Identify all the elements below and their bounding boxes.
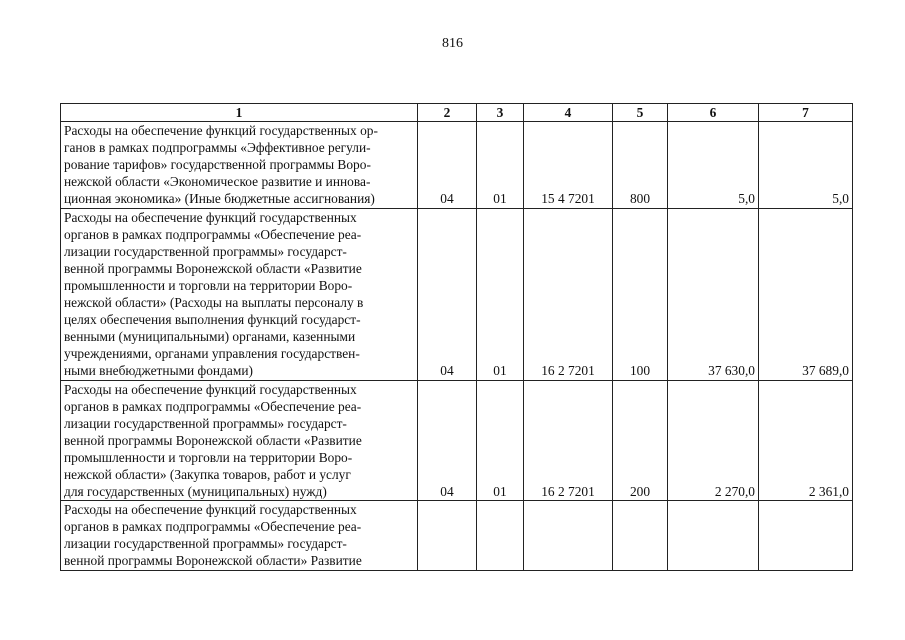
col-header-6: 6 — [668, 104, 759, 122]
col-header-4: 4 — [524, 104, 613, 122]
target-article-code: 16 2 7201 — [524, 380, 613, 501]
description-line: для государственных (муниципальных) нужд) — [64, 484, 327, 500]
expense-type-code: 200 — [613, 380, 668, 501]
row-description — [61, 380, 418, 501]
description-line: рование тарифов» государственной программы Воро- — [64, 157, 371, 173]
expense-type-code: 800 — [613, 122, 668, 208]
target-article-code: 16 2 7201 — [524, 208, 613, 380]
page-number: 816 — [442, 36, 463, 51]
subsection-code: 01 — [477, 122, 524, 208]
target-article-code: 15 4 7201 — [524, 122, 613, 208]
row-description — [61, 122, 418, 208]
description-line: ганов в рамках подпрограммы «Эффективное регули- — [64, 140, 371, 156]
table-row — [61, 501, 853, 570]
description-line: учреждениями, органами управления государствен- — [64, 346, 360, 362]
description-line: органов в рамках подпрограммы «Обеспечение реа- — [64, 226, 362, 242]
amount-year-1 — [668, 501, 759, 570]
expense-type-code — [613, 501, 668, 570]
description-line: Расходы на обеспечение функций государственных — [64, 209, 357, 225]
description-line: ными внебюджетными фондами) — [64, 363, 253, 379]
description-line: Расходы на обеспечение функций государственных ор- — [64, 123, 378, 139]
description-line: венной программы Воронежской области «Развитие — [64, 432, 362, 448]
description-line: лизации государственной программы» государст- — [64, 415, 347, 431]
description-line: венной программы Воронежской области «Развитие — [64, 260, 362, 276]
description-line: нежской области» (Расходы на выплаты персоналу в — [64, 295, 364, 311]
col-header-2: 2 — [418, 104, 477, 122]
amount-year-1: 5,0 — [668, 122, 759, 208]
description-line: целях обеспечения выполнения функций государст- — [64, 312, 361, 328]
col-header-7: 7 — [759, 104, 853, 122]
description-line: органов в рамках подпрограммы «Обеспечение реа- — [64, 398, 362, 414]
description-line: органов в рамках подпрограммы «Обеспечение реа- — [64, 519, 362, 535]
section-code: 04 — [418, 380, 477, 501]
expense-type-code: 100 — [613, 208, 668, 380]
description-line: венной программы Воронежской области» Развитие — [64, 553, 362, 569]
row-description — [61, 501, 418, 570]
description-line: нежской области» (Закупка товаров, работ и услуг — [64, 466, 351, 482]
table-row — [61, 122, 853, 208]
amount-year-2: 37 689,0 — [759, 208, 853, 380]
col-header-3: 3 — [477, 104, 524, 122]
section-code: 04 — [418, 208, 477, 380]
description-line: лизации государственной программы» государст- — [64, 243, 347, 259]
amount-year-1: 2 270,0 — [668, 380, 759, 501]
subsection-code — [477, 501, 524, 570]
description-line: Расходы на обеспечение функций государственных — [64, 502, 357, 518]
table-row — [61, 380, 853, 501]
header-row — [61, 104, 853, 122]
subsection-code: 01 — [477, 208, 524, 380]
description-line: венными (муниципальными) органами, казенными — [64, 329, 356, 345]
description-line: ционная экономика» (Иные бюджетные ассигнования) — [64, 191, 375, 207]
col-header-1: 1 — [61, 104, 418, 122]
amount-year-1: 37 630,0 — [668, 208, 759, 380]
description-line: лизации государственной программы» государст- — [64, 536, 347, 552]
section-code — [418, 501, 477, 570]
subsection-code: 01 — [477, 380, 524, 501]
description-line: промышленности и торговли на территории Воро- — [64, 277, 353, 293]
description-line: нежской области «Экономическое развитие и иннова- — [64, 174, 371, 190]
table-row — [61, 208, 853, 380]
row-description — [61, 208, 418, 380]
description-line: промышленности и торговли на территории Воро- — [64, 449, 353, 465]
section-code: 04 — [418, 122, 477, 208]
amount-year-2 — [759, 501, 853, 570]
description-line: Расходы на обеспечение функций государственных — [64, 381, 357, 397]
budget-table — [60, 103, 853, 571]
amount-year-2: 5,0 — [759, 122, 853, 208]
col-header-5: 5 — [613, 104, 668, 122]
amount-year-2: 2 361,0 — [759, 380, 853, 501]
target-article-code — [524, 501, 613, 570]
